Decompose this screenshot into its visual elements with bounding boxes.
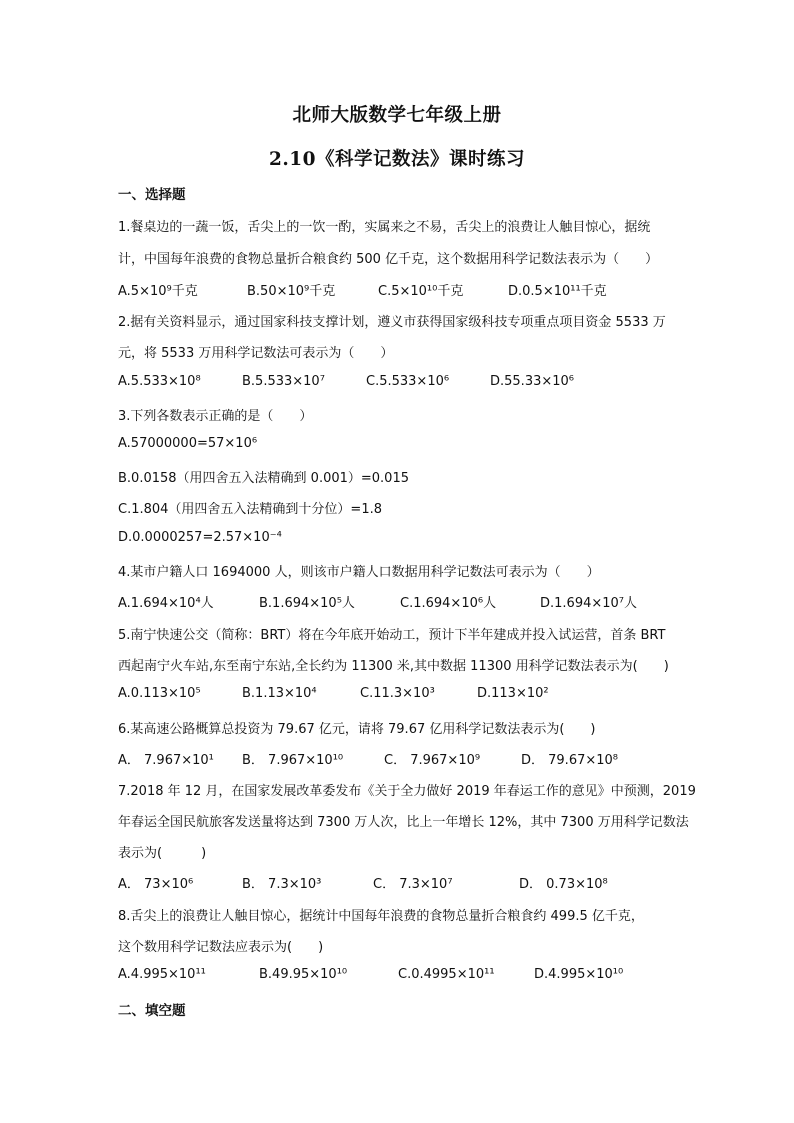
question-1-option-d: D.0.5×10¹¹千克	[508, 284, 607, 299]
question-7-option-d: D． 0.73×10⁸	[519, 877, 608, 892]
question-1-option-c: C.5×10¹⁰千克	[378, 284, 464, 299]
question-3-option-c: C.1.804（用四舍五入法精确到十分位）=1.8	[118, 502, 382, 517]
question-4-option-c: C.1.694×10⁶人	[400, 596, 497, 611]
question-8-option-c: C.0.4995×10¹¹	[398, 967, 495, 982]
question-2-option-c: C.5.533×10⁶	[366, 374, 450, 389]
question-2-option-a: A.5.533×10⁸	[118, 374, 201, 389]
question-2-line-1: 2.据有关资料显示，通过国家科技支撑计划，遵义市获得国家级科技专项重点项目资金 5533 万	[118, 315, 666, 330]
question-8-option-d: D.4.995×10¹⁰	[534, 967, 624, 982]
question-5-option-c: C.11.3×10³	[360, 686, 435, 701]
question-3-option-a: A.57000000=57×10⁶	[118, 436, 258, 451]
question-7-line-1: 7.2018 年 12 月，在国家发展改革委发布《关于全力做好 2019 年春运工作的意见》中预测，2019	[118, 784, 696, 799]
question-6-option-c: C． 7.967×10⁹	[384, 753, 481, 768]
question-5-option-a: A.0.113×10⁵	[118, 686, 201, 701]
question-8-option-a: A.4.995×10¹¹	[118, 967, 206, 982]
question-1-option-b: B.50×10⁹千克	[247, 284, 336, 299]
question-2-line-2: 元，将 5533 万用科学记数法可表示为（ ）	[118, 346, 394, 361]
question-8-line-1: 8.舌尖上的浪费让人触目惊心，据统计中国每年浪费的食物总量折合粮食约 499.5 亿千克，	[118, 909, 644, 924]
section-heading-fill: 二、填空题	[118, 1003, 186, 1019]
question-6-option-b: B． 7.967×10¹⁰	[242, 753, 344, 768]
question-1-line-2: 计，中国每年浪费的食物总量折合粮食约 500 亿千克，这个数据用科学记数法表示为（ ）	[118, 252, 659, 267]
question-8-option-b: B.49.95×10¹⁰	[259, 967, 348, 982]
question-8-line-2: 这个数用科学记数法应表示为( )	[118, 940, 324, 955]
question-6-option-d: D． 79.67×10⁸	[521, 753, 619, 768]
question-4-option-a: A.1.694×10⁴人	[118, 596, 214, 611]
question-6-option-a: A． 7.967×10¹	[118, 753, 214, 768]
question-4-line-1: 4.某市户籍人口 1694000 人，则该市户籍人口数据用科学记数法可表示为（ ）	[118, 565, 600, 580]
question-2-option-d: D.55.33×10⁶	[490, 374, 575, 389]
question-5-line-2: 西起南宁火车站,东至南宁东站,全长约为 11300 米,其中数据 11300 用科学记数法表示为( )	[118, 659, 669, 674]
question-4-option-d: D.1.694×10⁷人	[540, 596, 638, 611]
question-7-option-b: B． 7.3×10³	[242, 877, 322, 892]
question-6-line-1: 6.某高速公路概算总投资为 79.67 亿元，请将 79.67 亿用科学记数法表示为( )	[118, 722, 596, 737]
document-title: 北师大版数学七年级上册	[292, 105, 502, 126]
question-2-option-b: B.5.533×10⁷	[242, 374, 325, 389]
question-7-option-a: A． 73×10⁶	[118, 877, 194, 892]
question-7-line-3: 表示为( )	[118, 846, 207, 861]
question-5-line-1: 5.南宁快速公交（简称：BRT）将在今年底开始动工，预计下半年建成并投入试运营，首条 BRT	[118, 628, 666, 643]
question-4-option-b: B.1.694×10⁵人	[259, 596, 355, 611]
document-subtitle: 2.10《科学记数法》课时练习	[268, 149, 526, 170]
section-heading-choice: 一、选择题	[118, 187, 186, 203]
question-5-option-b: B.1.13×10⁴	[242, 686, 317, 701]
question-3-line-1: 3.下列各数表示正确的是（ ）	[118, 409, 313, 424]
question-3-option-b: B.0.0158（用四舍五入法精确到 0.001）=0.015	[118, 471, 409, 486]
question-7-line-2: 年春运全国民航旅客发送量将达到 7300 万人次，比上一年增长 12%，其中 7300 万用科学记数法	[118, 815, 689, 830]
question-3-option-d: D.0.0000257=2.57×10⁻⁴	[118, 530, 282, 545]
question-1-option-a: A.5×10⁹千克	[118, 284, 198, 299]
question-5-option-d: D.113×10²	[477, 686, 549, 701]
question-1-line-1: 1.餐桌边的一蔬一饭，舌尖上的一饮一酌，实属来之不易，舌尖上的浪费让人触目惊心，据统	[118, 220, 651, 235]
question-7-option-c: C． 7.3×10⁷	[373, 877, 453, 892]
